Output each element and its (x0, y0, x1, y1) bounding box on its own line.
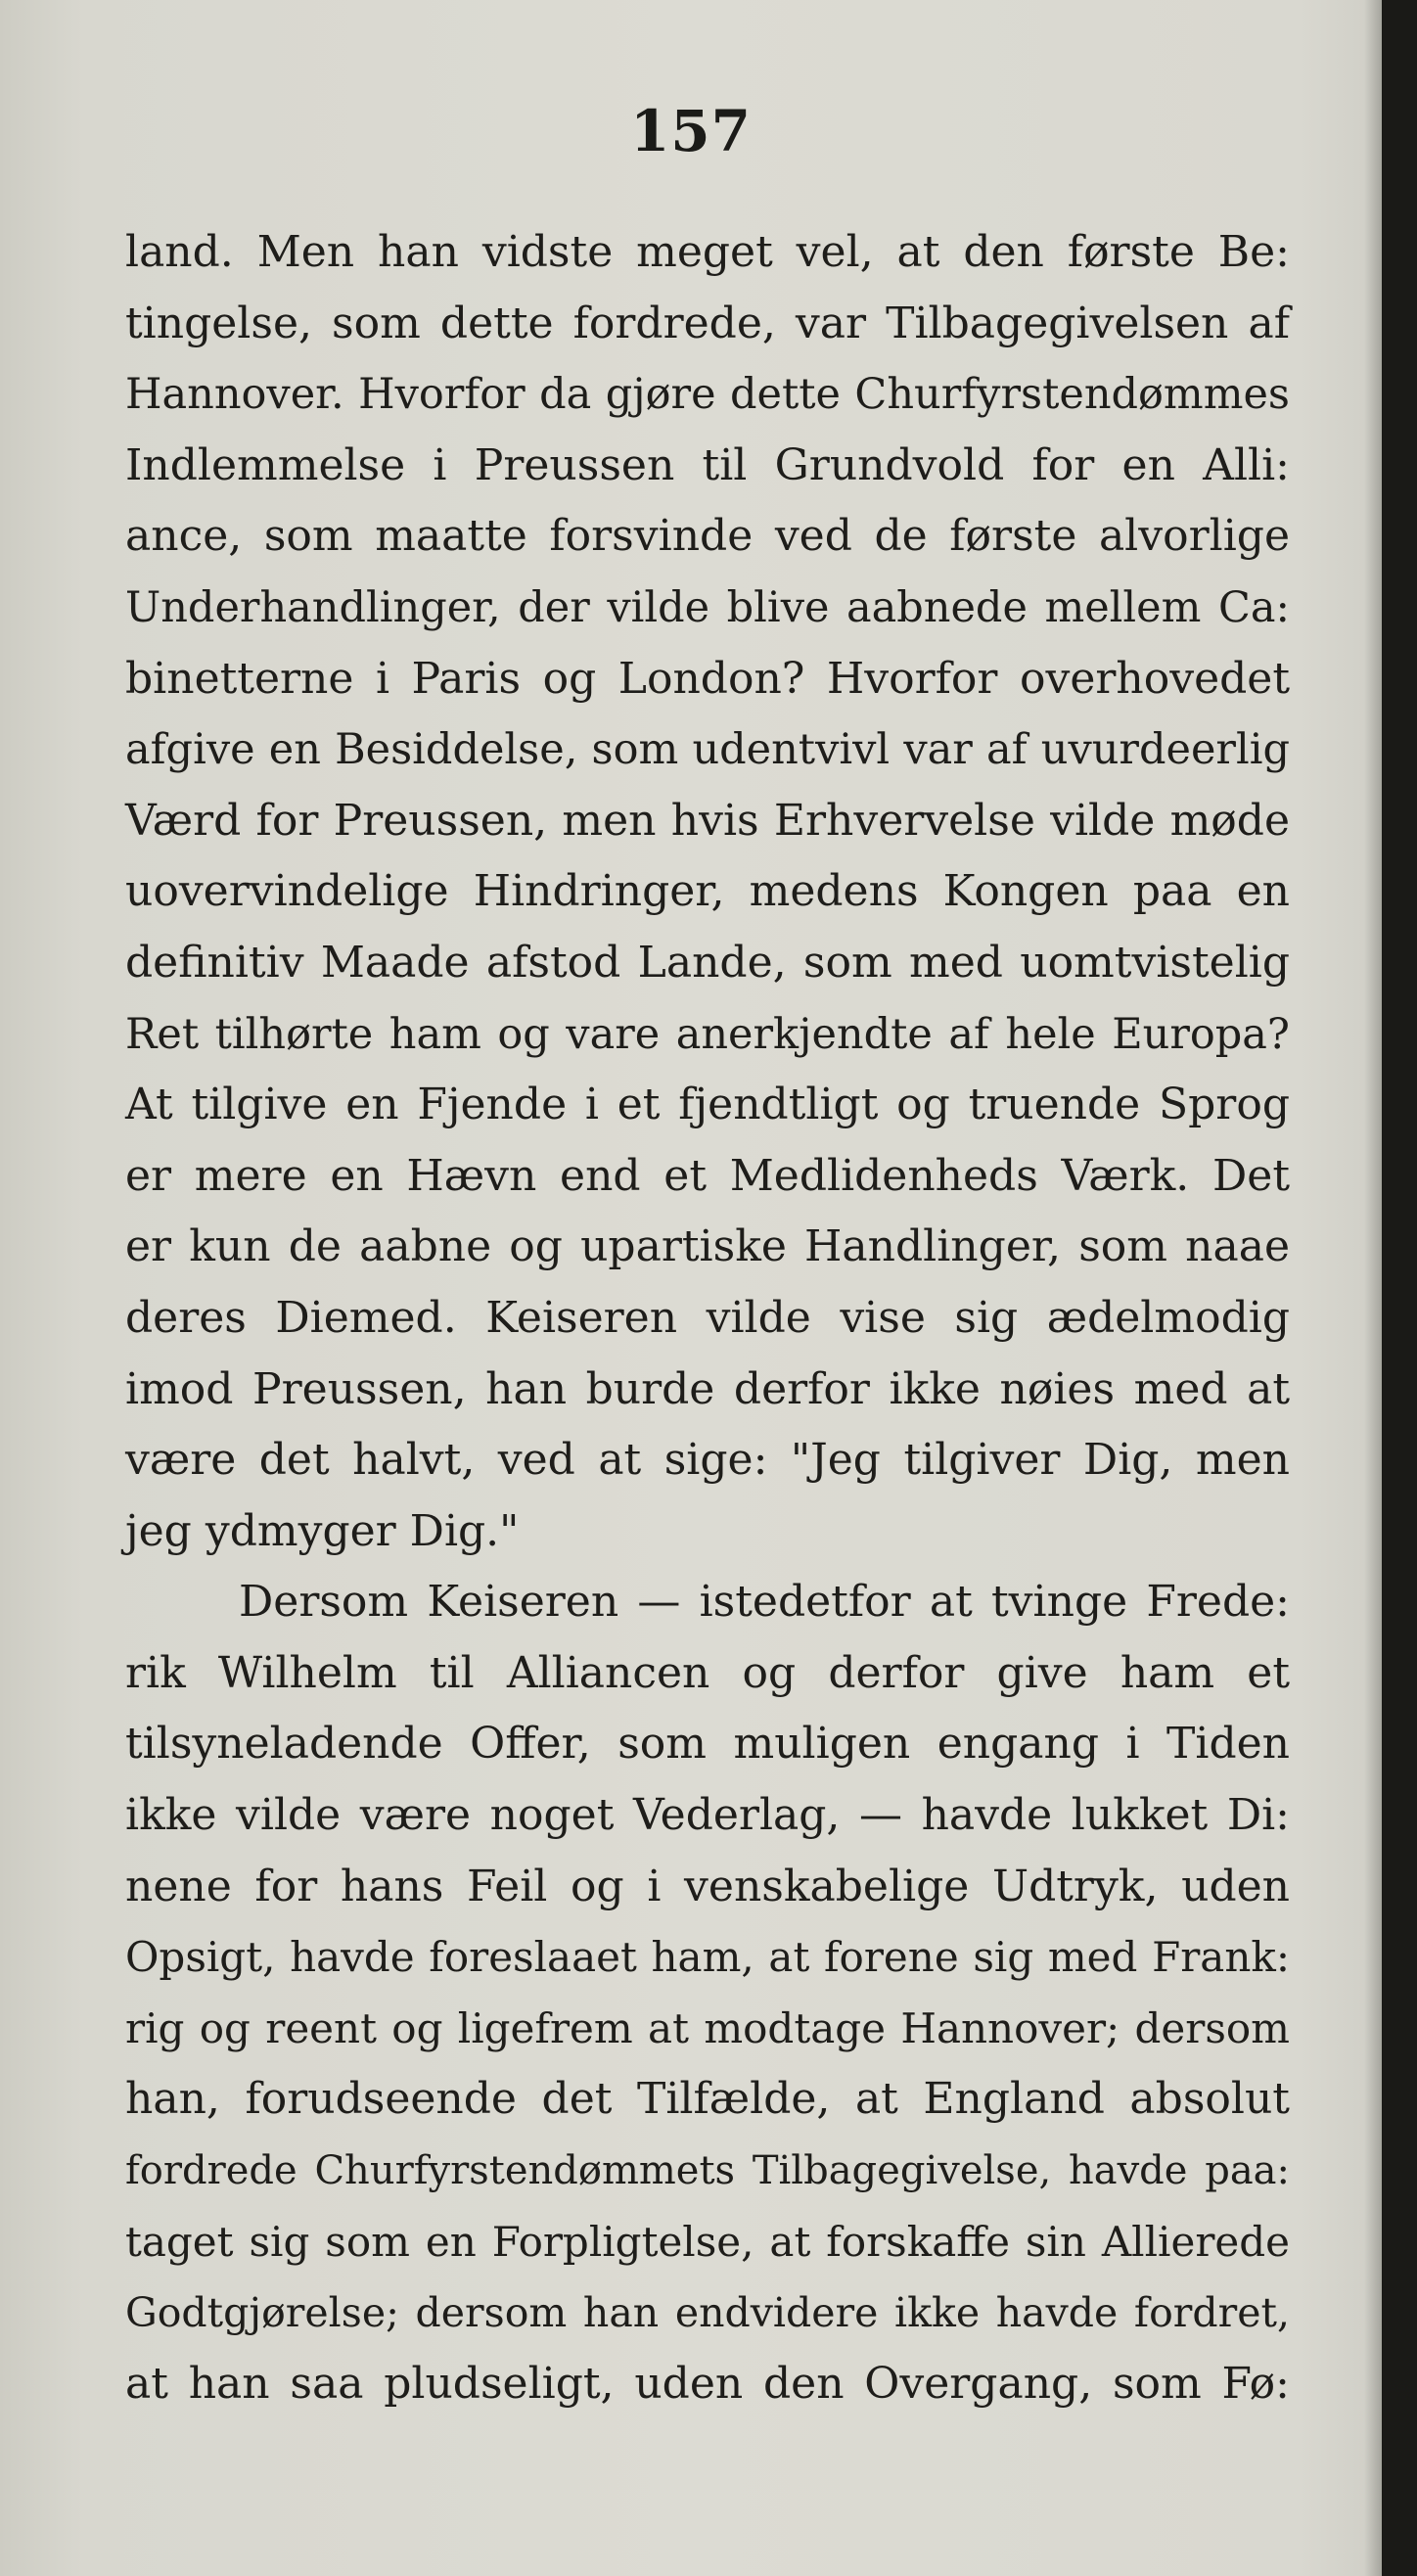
text-line: binetterne i Paris og London? Hvorfor overhovedet (125, 653, 1290, 704)
text-line: uovervindelige Hindringer, medens Kongen paa en (125, 866, 1290, 917)
text-line: imod Preussen, han burde derfor ikke nøies med at (125, 1363, 1290, 1414)
text-line: Underhandlinger, der vilde blive aabnede mellem Ca: (125, 582, 1290, 632)
text-line: er kun de aabne og upartiske Handlinger, som naae (125, 1221, 1290, 1272)
text-line: rig og reent og ligefrem at modtage Hannover; dersom (125, 2003, 1290, 2052)
text-line: Indlemmelse i Preussen til Grundvold for en Alli: (125, 439, 1290, 490)
text-line: afgive en Besiddelse, som udentvivl var af uvurdeerlig (125, 725, 1290, 775)
text-line: deres Diemed. Keiseren vilde vise sig ædelmodig (125, 1292, 1290, 1343)
text-line: er mere en Hævn end et Medlidenheds Værk. Det (125, 1150, 1290, 1201)
text-line: rik Wilhelm til Alliancen og derfor give ham et (125, 1647, 1290, 1698)
page-number: 157 (629, 98, 753, 164)
text-line: være det halvt, ved at sige: "Jeg tilgiver Dig, men (125, 1435, 1290, 1486)
text-line: jeg ydmyger Dig." (125, 1505, 520, 1556)
text-line: Opsigt, havde foreslaaet ham, at forene sig med Frank: (125, 1933, 1290, 1982)
body-text (125, 217, 1290, 2419)
text-line: Værd for Preussen, men hvis Erhvervelse vilde møde (125, 795, 1290, 846)
text-line: tilsyneladende Offer, som muligen engang i Tiden (125, 1719, 1290, 1770)
text-line: At tilgive en Fjende i et fjendtligt og truende Sprog (125, 1080, 1290, 1130)
text-line: taget sig som en Forpligtelse, at forskaffe sin Allierede (125, 2217, 1290, 2266)
text-line: fordrede Churfyrstendømmets Tilbagegivelse, havde paa: (125, 2148, 1290, 2194)
paragraph-start-line: Dersom Keiseren — istedetfor at tvinge Frede: (239, 1577, 1290, 1628)
text-line: definitiv Maade afstod Lande, som med uomtvistelig (125, 937, 1290, 988)
text-line: nene for hans Feil og i venskabelige Udtryk, uden (125, 1861, 1290, 1911)
text-line: Hannover. Hvorfor da gjøre dette Churfyrstendømmes (125, 370, 1290, 420)
text-line: ance, som maatte forsvinde ved de første alvorlige (125, 511, 1290, 562)
text-line: ikke vilde være noget Vederlag, — havde lukket Di: (125, 1790, 1290, 1841)
text-line: Ret tilhørte ham og vare anerkjendte af hele Europa? (125, 1009, 1290, 1059)
text-line: tingelse, som dette fordrede, var Tilbagegivelsen af (125, 298, 1290, 348)
text-line: han, forudseende det Tilfælde, at England absolut (125, 2074, 1290, 2125)
text-line: land. Men han vidste meget vel, at den første Be: (125, 227, 1290, 277)
text-line: at han saa pludseligt, uden den Overgang, som Fø: (125, 2358, 1290, 2409)
text-line: Godtgjørelse; dersom han endvidere ikke havde fordret, (125, 2289, 1290, 2337)
